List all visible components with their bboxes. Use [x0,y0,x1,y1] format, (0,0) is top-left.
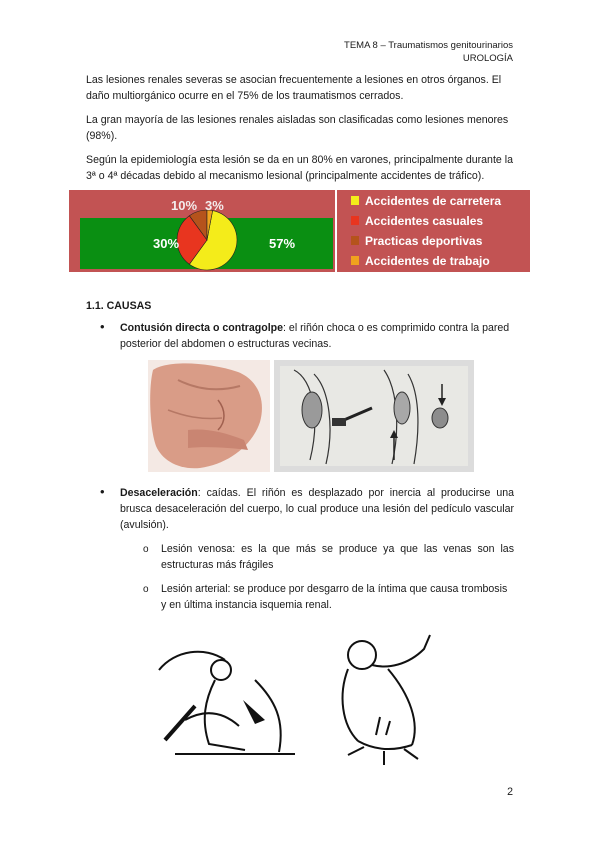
sub-bullet-venous: Lesión venosa: es la que más se produce ya que las venas son las estructuras más frágiles [161,543,514,571]
pie-data-label: 57% [269,236,296,251]
bullet-marker: • [100,484,105,499]
legend-swatch [351,196,359,205]
pie-chart-figure [69,190,530,272]
bullet-contusion [120,320,514,352]
paragraph-isolated-lesions: La gran mayoría de las lesiones renales aisladas son clasificadas como lesiones menores (98%). [86,114,509,142]
bullet-term: Contusión directa o contragolpe [120,322,284,334]
paragraph-severe-lesions: Las lesiones renales severas se asocian frecuentemente a lesiones en otros órganos. El daño multiorgánico ocurre en el 75% de los traumatismos cerrados. [86,74,502,102]
contusion-photo [148,360,270,472]
running-header-subject: UROLOGÍA [462,53,513,64]
paragraph-epidemiology: Según la epidemiología esta lesión se da en un 80% en varones, principalmente durante la 3ª o 4ª décadas debido al mecanismo lesional (principalmente accidentes de tráfico). [86,154,513,182]
fall-drawing [328,625,443,770]
legend-label: Accidentes casuales [365,214,484,228]
page-number: 2 [507,786,513,798]
sub-bullet-arterial: Lesión arterial: se produce por desgarro de la íntima que causa trombosis y en última instancia isquemia renal. [161,583,508,611]
bullet-marker: • [100,319,105,334]
bullet-text: : caídas. El riñón es desplazado por inercia al producirse una brusca desaceleración del cuerpo, lo cual produce una lesión del pedículo vascular (avulsión). [120,487,514,531]
bullet-deceleration [120,485,514,533]
legend-label: Practicas deportivas [365,234,483,248]
section-title-causas: 1.1. CAUSAS [86,300,152,312]
sub-bullet-marker: o [143,584,149,595]
bullet-text: : el riñón choca o es comprimido contra la pared posterior del abdomen o estructuras vecinas. [120,322,510,350]
contragolpe-diagram [274,360,474,472]
pie-data-label: 3% [205,198,224,213]
pie-data-label: 30% [153,236,180,251]
legend-label: Accidentes de trabajo [365,254,490,268]
sub-bullet-marker: o [143,544,149,555]
legend-swatch [351,216,359,225]
running-header-title: TEMA 8 – Traumatismos genitourinarios [344,40,513,51]
car-crash-drawing [155,640,305,760]
legend-swatch [351,256,359,265]
legend-label: Accidentes de carretera [365,194,502,208]
bullet-term: Desaceleración [120,487,198,499]
legend-swatch [351,236,359,245]
pie-data-label: 10% [171,198,198,213]
